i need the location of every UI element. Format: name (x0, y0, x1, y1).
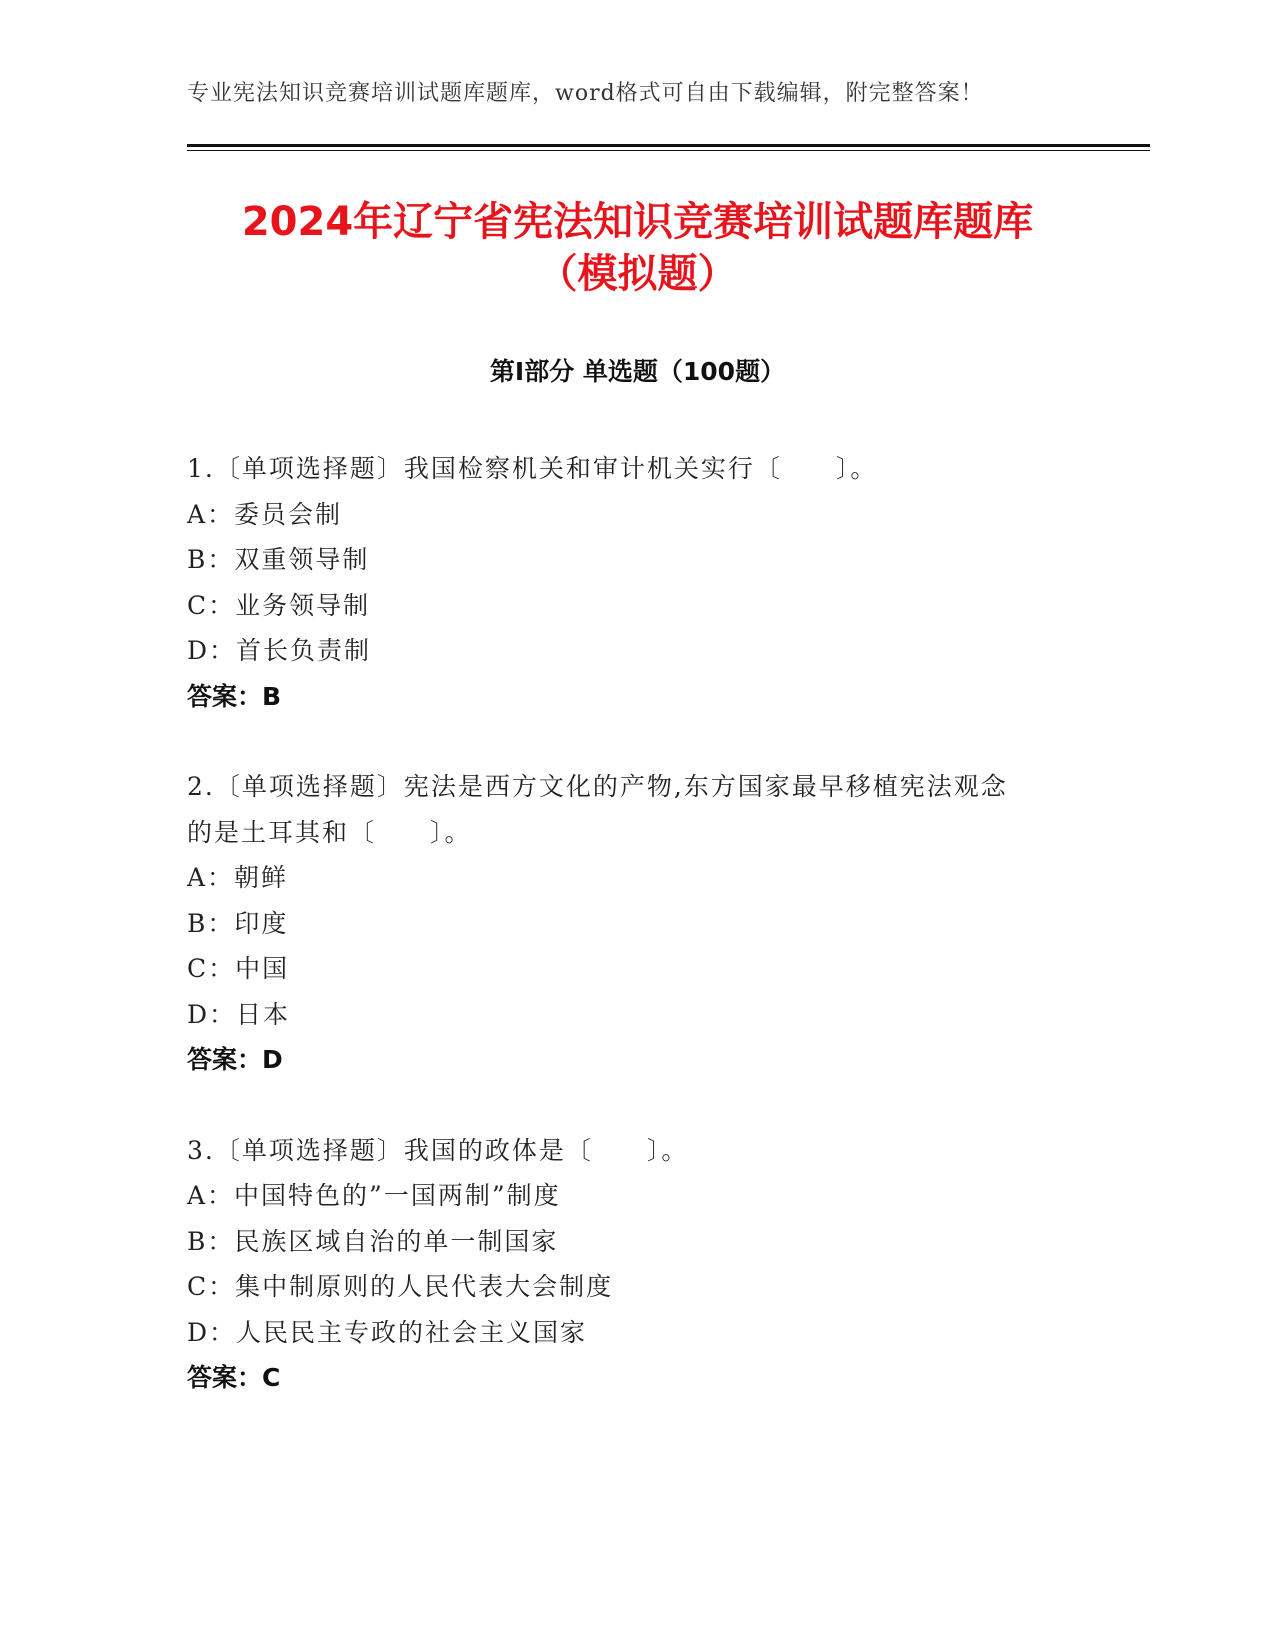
answer: 答案：B (187, 681, 282, 711)
document-title-line2: （模拟题） (537, 251, 738, 297)
document-title-line1: 2024年辽宁省宪法知识竞赛培训试题库题库 (241, 199, 1034, 245)
option-a: A：委员会制 (187, 499, 343, 529)
question-stem: 3.〔单项选择题〕我国的政体是〔 〕。 (187, 1135, 689, 1165)
option-a: A：朝鲜 (187, 863, 289, 892)
header-note: 专业宪法知识竞赛培训试题库题库，word格式可自由下载编辑，附完整答案！ (187, 81, 984, 106)
question-stem: 2.〔单项选择题〕宪法是西方文化的产物,东方国家最早移植宪法观念 (187, 772, 1008, 801)
section-title: 第Ⅰ部分 单选题（100题） (489, 357, 786, 386)
answer: 答案：D (187, 1045, 283, 1074)
header-rule-thin (187, 150, 1150, 151)
question-3 (187, 1128, 1087, 1401)
option-b: B：民族区域自治的单一制国家 (187, 1226, 559, 1256)
option-a: A：中国特色的”一国两制”制度 (187, 1181, 561, 1210)
option-d: D：日本 (187, 999, 291, 1029)
document-title (120, 196, 1155, 300)
option-d: D：人民民主专政的社会主义国家 (187, 1317, 588, 1347)
option-c: C：业务领导制 (187, 590, 371, 620)
question-list (187, 446, 1087, 1446)
question-1 (187, 446, 1087, 719)
question-stem-continued: 的是土耳其和〔 〕。 (187, 817, 472, 847)
question-2 (187, 764, 1087, 1083)
header-rule-thick (187, 144, 1150, 147)
option-c: C：中国 (187, 954, 290, 983)
answer: 答案：C (187, 1363, 281, 1392)
option-b: B：双重领导制 (187, 545, 370, 574)
option-b: B：印度 (187, 908, 289, 938)
option-c: C：集中制原则的人民代表大会制度 (187, 1272, 614, 1301)
question-stem: 1.〔单项选择题〕我国检察机关和审计机关实行〔 〕。 (187, 454, 878, 483)
option-d: D：首长负责制 (187, 636, 372, 665)
